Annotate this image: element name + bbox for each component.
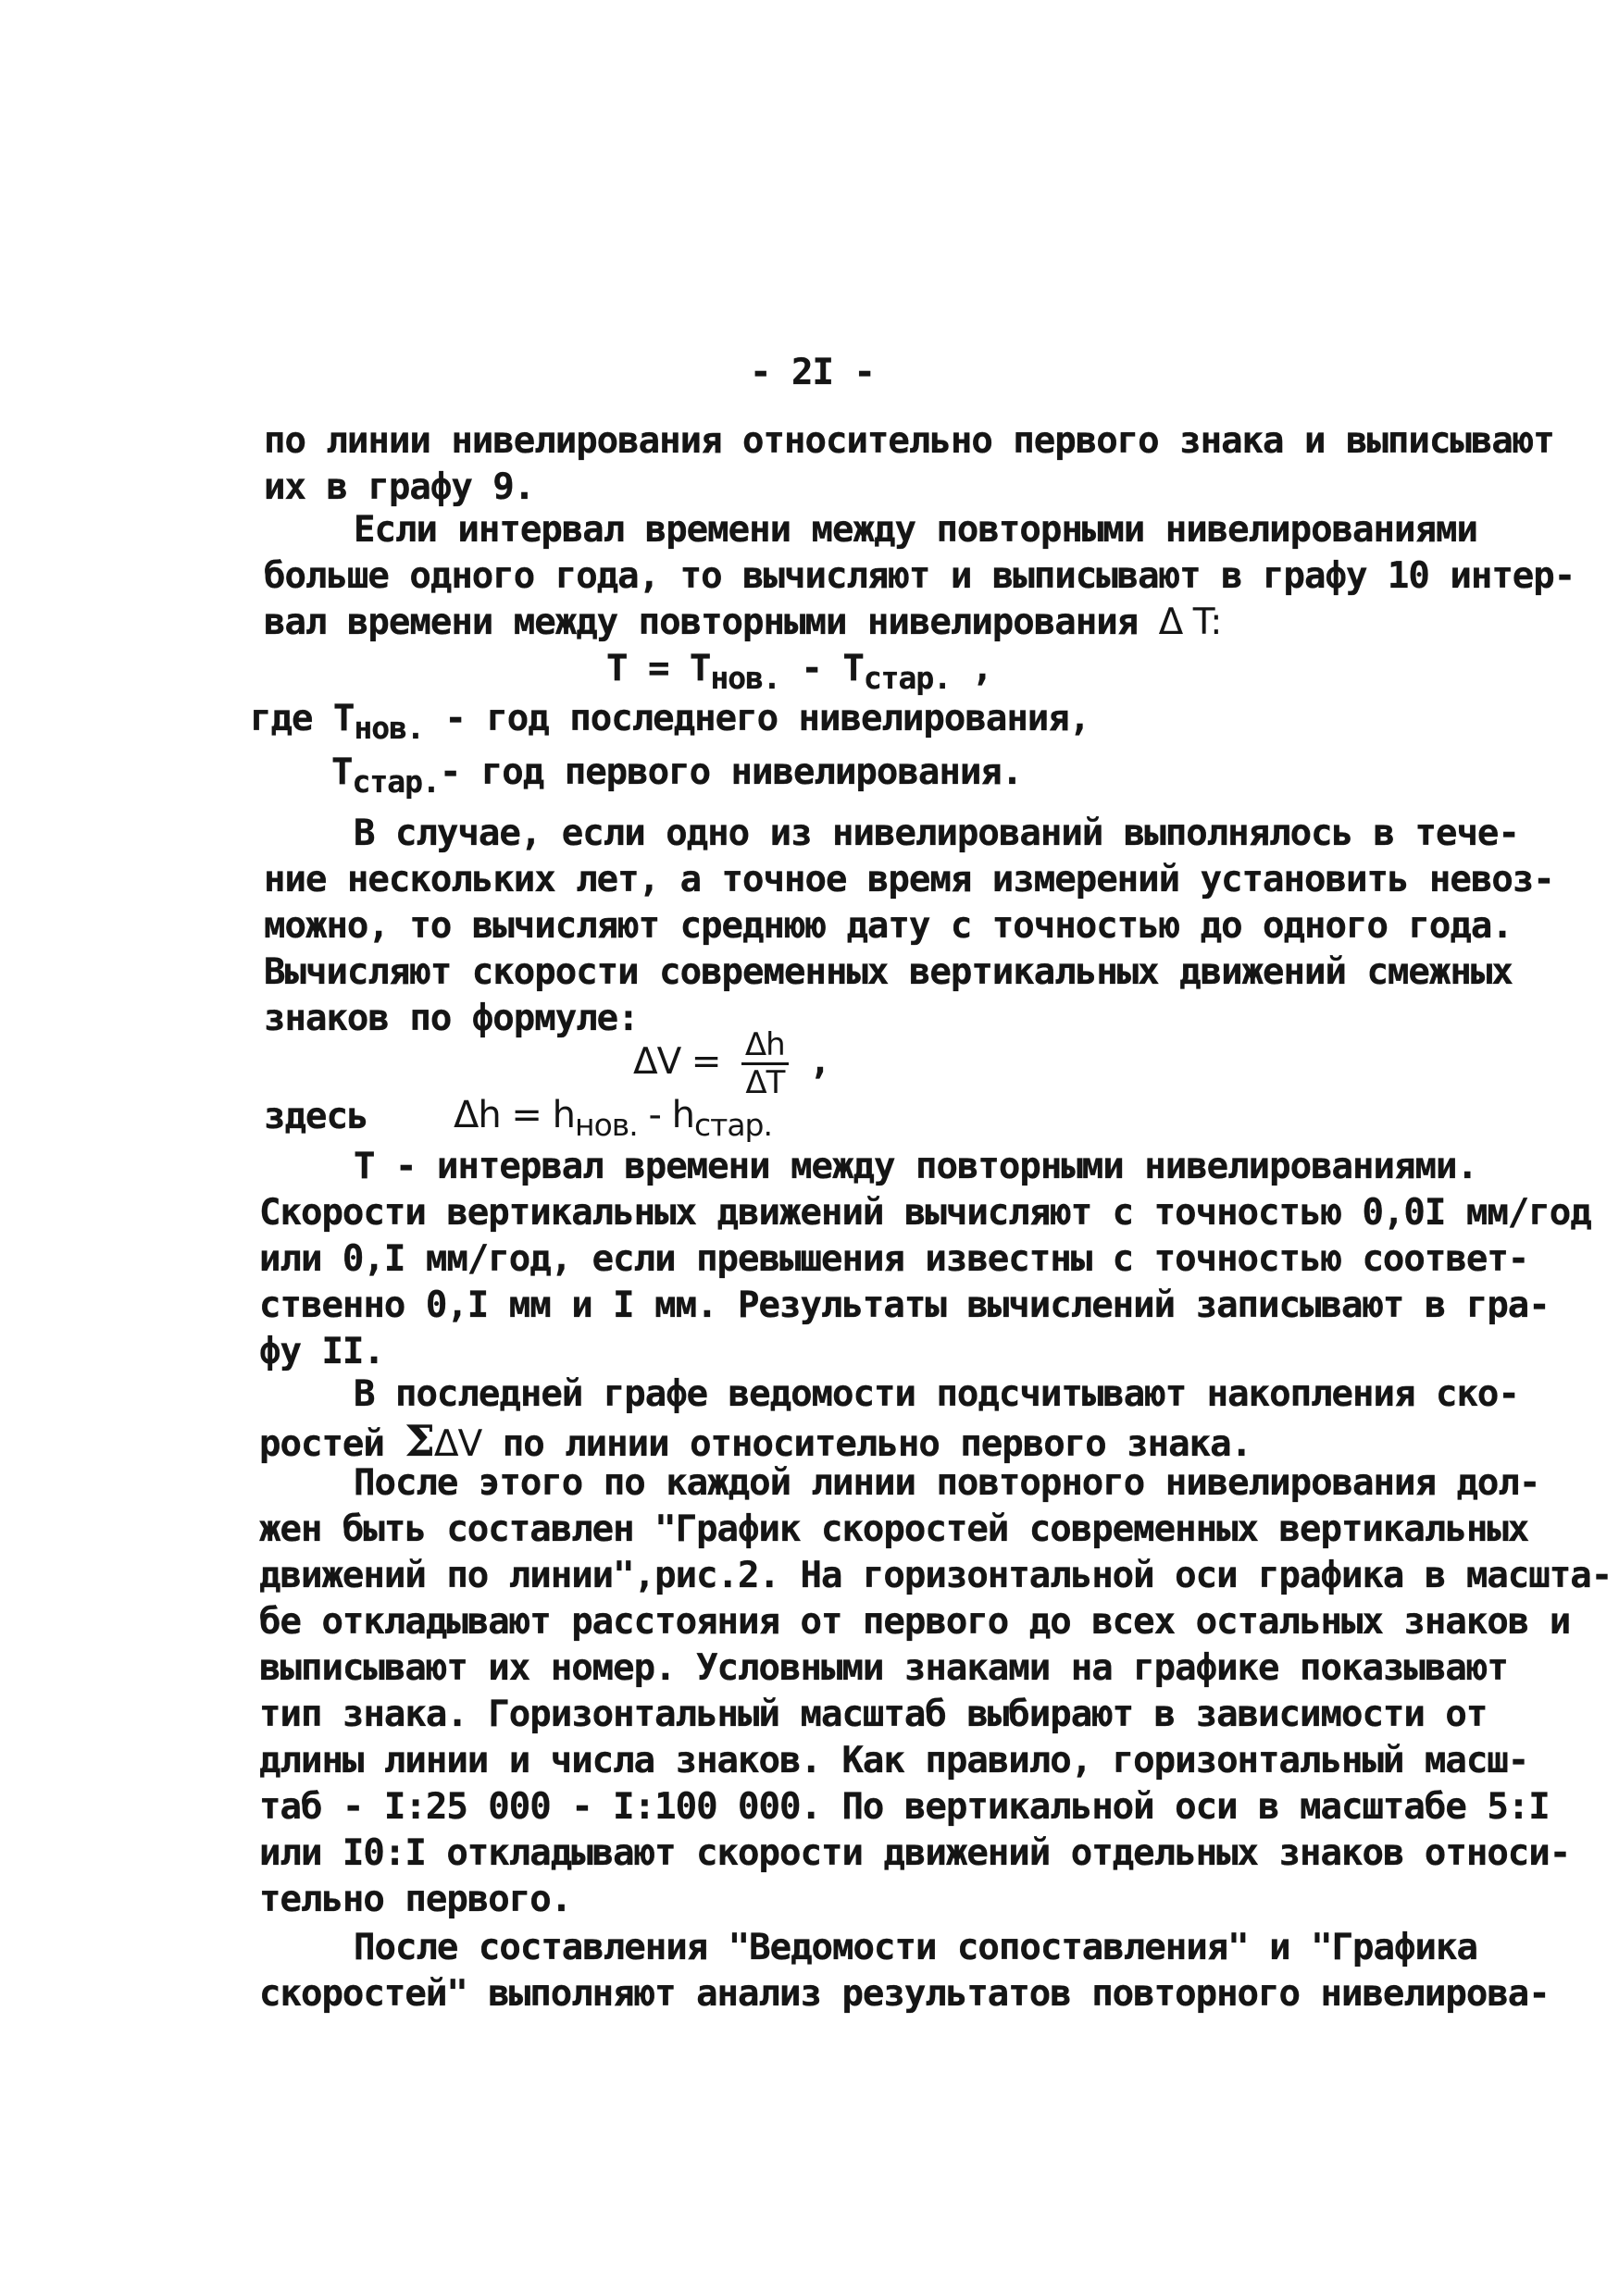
fraction-numerator: Δh	[741, 1029, 789, 1065]
text-line: их в графу 9.	[264, 466, 535, 508]
definition-symbol: где T	[250, 698, 355, 739]
formula-comma: ,	[809, 1041, 830, 1083]
text-line: Вычисляют скорости современных вертикальных движений смежных	[264, 951, 1513, 993]
text-line: больше одного года, то вычисляют и выписывают в графу 10 интер-	[264, 555, 1575, 597]
text-line: скоростей" выполняют анализ результатов повторного нивелирова-	[259, 1973, 1550, 2015]
formula-part: ,	[951, 648, 993, 689]
text-line: знаков по формуле:	[264, 998, 639, 1039]
text-line: таб - I:25 000 - I:100 000. По вертикальной оси в масштабе 5:I	[259, 1786, 1550, 1828]
page-number: - 2I -	[750, 352, 875, 393]
sigma-symbol: Σ	[405, 1416, 434, 1466]
definition-line	[331, 750, 1023, 800]
text-line: Скорости вертикальных движений вычисляют с точностью 0,0I мм/год	[259, 1192, 1591, 1234]
text-line: ственно 0,I мм и I мм. Результаты вычислений записывают в гра-	[259, 1285, 1550, 1326]
formula-part: T = T	[606, 648, 711, 689]
formula-v	[633, 1025, 830, 1099]
subscript: стар.	[693, 1107, 772, 1143]
subscript: нов.	[710, 660, 780, 696]
text-line: После составления "Ведомости сопоставления" и "Графика	[354, 1927, 1477, 1968]
text-line: можно, то вычисляют среднюю дату с точностью до одного года.	[264, 905, 1513, 947]
text-line: или I0:I откладывают скорости движений отдельных знаков относи-	[259, 1832, 1571, 1874]
formula-t	[606, 646, 993, 696]
formula-lhs: ΔV =	[633, 1041, 721, 1083]
subscript: нов.	[575, 1107, 638, 1143]
formula-part: - h	[637, 1094, 694, 1136]
definition-symbol: T	[331, 751, 353, 793]
definition-line	[250, 696, 1090, 746]
text-span: вал времени между повторными нивелирования	[264, 602, 1139, 643]
text-span: по линии относительно первого знака.	[502, 1423, 1252, 1465]
delta-v-symbol: ΔV	[433, 1423, 482, 1465]
text-line: или 0,I мм/год, если превышения известны с точностью соответ-	[259, 1238, 1529, 1280]
text-line	[264, 600, 1221, 646]
text-line: длины линии и числа знаков. Как правило, горизонтальный масш-	[259, 1740, 1529, 1781]
text-line: по линии нивелирования относительно первого знака и выписывают	[264, 420, 1554, 462]
definition-text: - год первого нивелирования.	[439, 751, 1023, 793]
subscript: стар.	[352, 763, 440, 800]
delta-t-symbol: Δ T:	[1158, 602, 1222, 643]
definition-text: - год последнего нивелирования,	[423, 698, 1090, 739]
fraction	[741, 1026, 789, 1101]
text-line: тип знака. Горизонтальный масштаб выбирают в зависимости от	[259, 1694, 1488, 1735]
formula-part: - T	[779, 648, 864, 689]
fraction-denominator: ΔT	[745, 1064, 785, 1101]
text-line: движений по линии",рис.2. На горизонтальной оси графика в масшта-	[259, 1555, 1613, 1596]
text-line: ние нескольких лет, а точное время измерений установить невоз-	[264, 859, 1554, 900]
formula-h	[454, 1092, 772, 1143]
text-span: ростей	[259, 1423, 384, 1465]
text-line: тельно первого.	[259, 1879, 572, 1920]
text-line: T - интервал времени между повторными нивелированиями.	[354, 1146, 1477, 1187]
text-line: В случае, если одно из нивелирований выполнялось в тече-	[354, 813, 1519, 854]
text-line: фу II.	[259, 1331, 384, 1372]
formula-part: Δh = h	[454, 1094, 576, 1136]
text-line: После этого по каждой линии повторного нивелирования дол-	[354, 1462, 1540, 1504]
text-line: В последней графе ведомости подсчитывают накопления ско-	[354, 1373, 1519, 1415]
text-line: Если интервал времени между повторными нивелированиями	[354, 509, 1477, 551]
text-line: бе откладывают расстояния от первого до всех остальных знаков и	[259, 1601, 1571, 1643]
text-line: жен быть составлен "График скоростей современных вертикальных	[259, 1508, 1529, 1550]
text-line: выписывают их номер. Условными знаками на графике показывают	[259, 1647, 1508, 1689]
subscript: стар.	[863, 660, 952, 696]
subscript: нов.	[354, 710, 424, 746]
formula-h-label: здесь	[264, 1096, 368, 1137]
